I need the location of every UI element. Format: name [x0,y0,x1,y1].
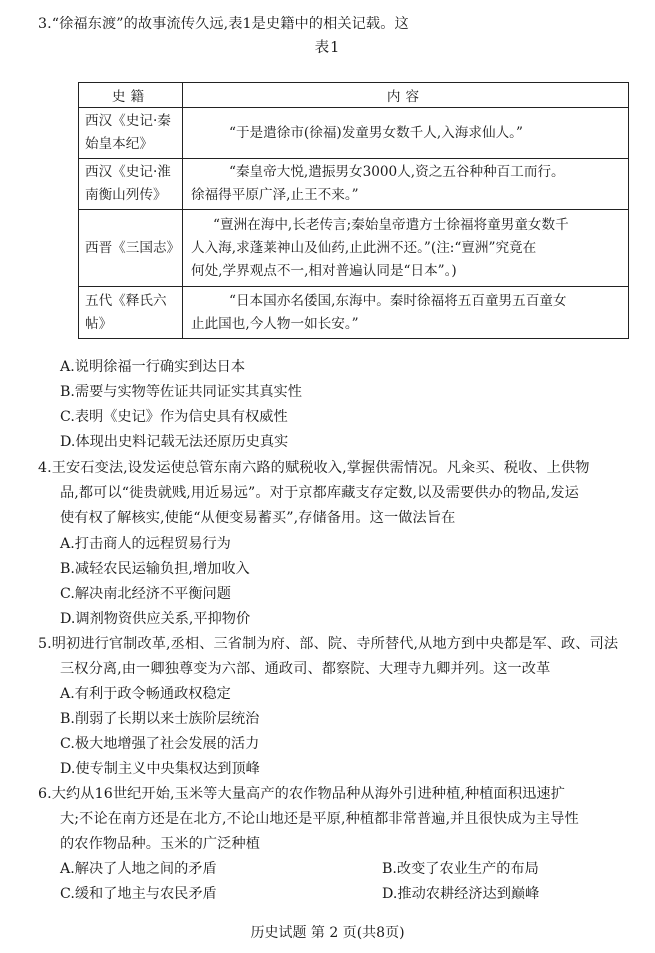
q3-stem: 3.“徐福东渡”的故事流传久远,表1是史籍中的相关记载。这 [38,16,409,32]
table-cell-content [183,210,629,287]
q6-option-b[interactable]: B.改变了农业生产的布局 [382,861,539,877]
q6-stem-line: 大;不论在南方还是在北方,不论山地还是平原,种植都非常普遍,并且很快成为主导性 [60,811,579,827]
q6-option-a[interactable]: A.解决了人地之间的矛盾 [60,861,217,877]
source-line: 南衡山列传》 [85,187,167,203]
q3-option-b[interactable]: B.需要与实物等佐证共同证实其真实性 [60,384,302,400]
source-line: 西晋《三国志》 [85,239,181,256]
q6-stem-line: 6.大约从16世纪开始,玉米等大量高产的农作物品种从海外引进种植,种植面积迅速扩 [38,786,565,802]
table-cell-source [79,210,183,287]
q5-option-d[interactable]: D.使专制主义中央集权达到顶峰 [60,761,260,777]
q4-option-a[interactable]: A.打击商人的远程贸易行为 [60,536,231,552]
table-header-source: 史籍 [79,83,183,108]
content-line: 何处,学界观点不一,相对普遍认同是“日本”。) [191,262,457,279]
table-cell-content [183,287,629,339]
table-cell-content [183,108,629,159]
table-row [79,210,629,287]
table-caption: 表1 [314,40,341,56]
content-line: 人入海,求蓬莱神山及仙药,止此洲不还。”(注:“亶洲”究竟在 [191,239,537,256]
q5-option-b[interactable]: B.削弱了长期以来士族阶层统治 [60,711,260,727]
source-line: 始皇本纪》 [85,136,153,152]
table-cell-source [79,108,183,159]
content-line: “亶洲在海中,长老传言;秦始皇帝遣方士徐福将童男童女数千 [213,216,569,233]
q4-option-d[interactable]: D.调剂物资供应关系,平抑物价 [60,611,251,627]
table-cell-source [79,159,183,210]
table-row [79,287,629,339]
source-line: 西汉《史记·淮 [85,164,171,180]
q4-stem-line: 品,都可以“徙贵就贱,用近易远”。对于京都库藏支存定数,以及需要供办的物品,发运 [60,485,579,501]
q4-option-c[interactable]: C.解决南北经济不平衡问题 [60,586,231,602]
q4-stem-line: 4.王安石变法,设发运使总管东南六路的赋税收入,掌握供需情况。凡籴买、税收、上供物 [38,460,590,476]
table-header-content: 内容 [183,83,629,108]
content-line: “秦皇帝大悦,遣振男女3000人,资之五谷种种百工而行。 [229,164,565,180]
content-line: “日本国亦名倭国,东海中。秦时徐福将五百童男五百童女 [229,292,567,309]
q5-option-c[interactable]: C.极大地增强了社会发展的活力 [60,736,260,752]
q5-stem-line: 三权分离,由一卿独尊变为六部、通政司、都察院、大理寺九卿并列。这一改革 [60,661,551,677]
content-line: 徐福得平原广泽,止王不来。” [191,187,359,203]
q3-option-a[interactable]: A.说明徐福一行确实到达日本 [60,359,246,375]
source-table [78,82,629,339]
table-cell-source [79,287,183,339]
q3-option-c[interactable]: C.表明《史记》作为信史具有权威性 [60,409,288,425]
table-cell-content [183,159,629,210]
content-line: “于是遣徐市(徐福)发童男女数千人,入海求仙人。” [229,124,523,141]
q4-stem-line: 使有权了解核实,使能“从便变易蓄买”,存储备用。这一做法旨在 [60,510,456,526]
source-line: 西汉《史记·秦 [85,113,171,129]
table-row [79,159,629,210]
q6-option-d[interactable]: D.推动农耕经济达到巅峰 [382,886,540,902]
content-line: 止此国也,今人物一如长安。” [191,315,359,332]
q4-option-b[interactable]: B.减轻农民运输负担,增加收入 [60,561,250,577]
source-line: 五代《释氏六帖》 [85,292,167,332]
page-footer: 历史试题 第 2 页(共8页) [250,925,405,941]
q6-option-c[interactable]: C.缓和了地主与农民矛盾 [60,886,217,902]
table-row [79,108,629,159]
q3-option-d[interactable]: D.体现出史料记载无法还原历史真实 [60,434,289,450]
q6-stem-line: 的农作物品种。玉米的广泛种植 [60,836,261,852]
q5-stem-line: 5.明初进行官制改革,丞相、三省制为府、部、院、寺所替代,从地方到中央都是军、政、司法 [38,636,619,652]
q5-option-a[interactable]: A.有利于政令畅通政权稳定 [60,686,231,702]
table-header-row [79,83,629,108]
